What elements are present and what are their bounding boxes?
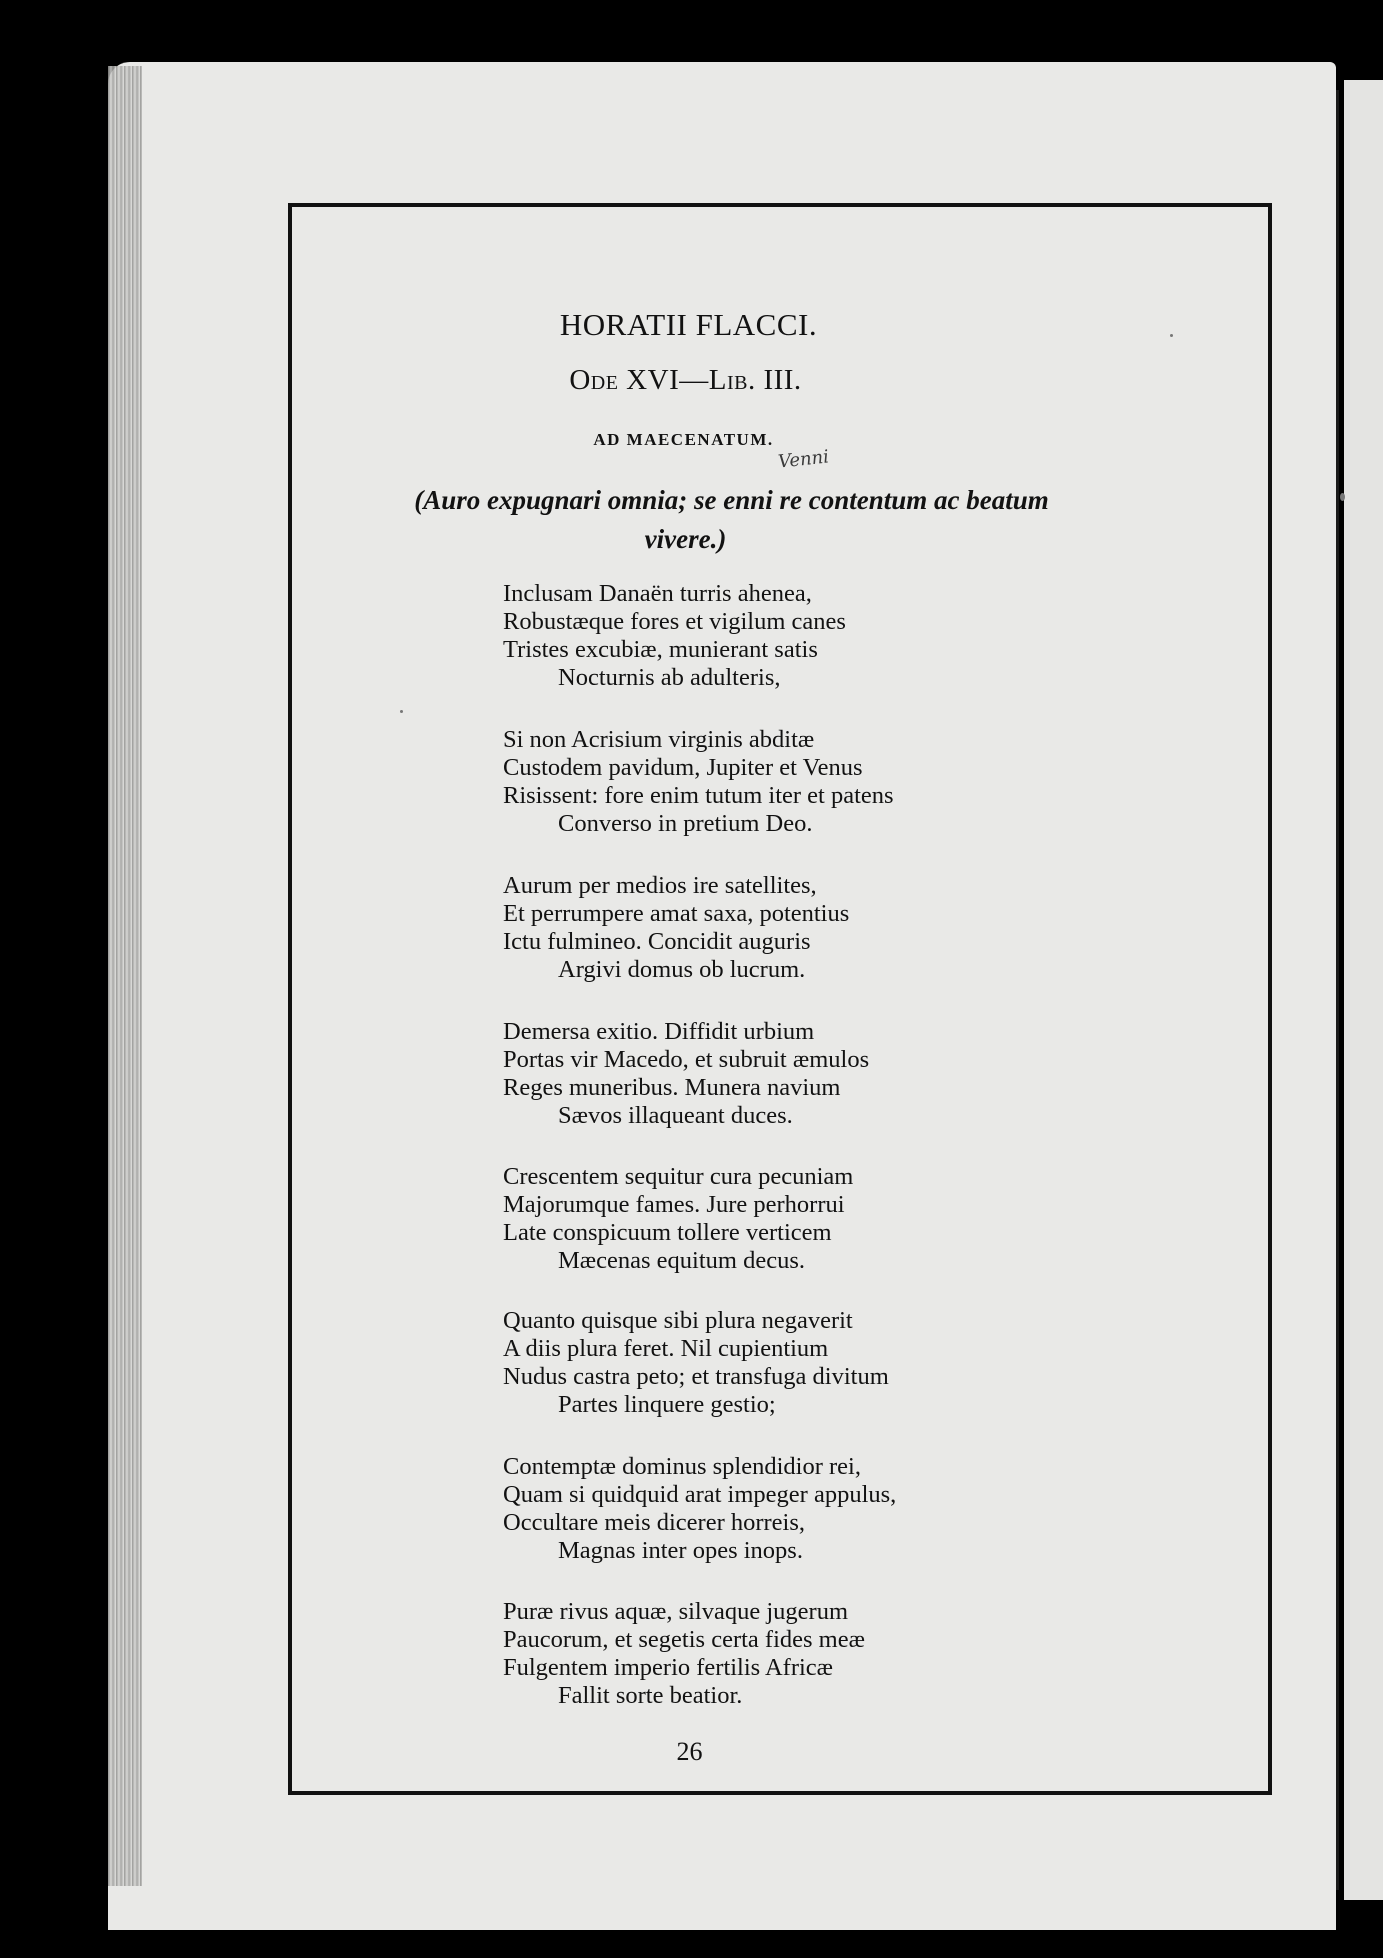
poem-line: Portas vir Macedo, et subruit æmulos	[503, 1046, 870, 1073]
scan-speck	[1170, 334, 1173, 337]
poem-line: Fulgentem imperio fertilis Africæ	[503, 1654, 834, 1681]
handwritten-margin-note: Venni	[777, 446, 830, 473]
poem-line-indented: Partes linquere gestio;	[558, 1391, 776, 1418]
poem-line: Inclusam Danaën turris ahenea,	[503, 580, 812, 607]
poem-line-indented: Fallit sorte beatior.	[558, 1682, 743, 1709]
poem-line-indented: Mæcenas equitum decus.	[558, 1247, 805, 1274]
poem-line: Ictu fulmineo. Concidit auguris	[503, 928, 811, 955]
poem-line: Custodem pavidum, Jupiter et Venus	[503, 754, 863, 781]
poem-line: Reges muneribus. Munera navium	[503, 1074, 841, 1101]
poem-line: Si non Acrisium virginis abditæ	[503, 726, 815, 753]
poem-line: Puræ rivus aquæ, silvaque jugerum	[503, 1598, 849, 1625]
ode-dedication: AD MAECENATUM.	[593, 430, 774, 449]
poem-line: Contemptæ dominus splendidior rei,	[503, 1453, 861, 1480]
poem-line: A diis plura feret. Nil cupientium	[503, 1335, 829, 1362]
poem-line: Crescentem sequitur cura pecuniam	[503, 1163, 854, 1190]
scan-speck	[1340, 493, 1345, 501]
poem-line: Robustæque fores et vigilum canes	[503, 608, 846, 635]
poem-line: Et perrumpere amat saxa, potentius	[503, 900, 850, 927]
poem-line-indented: Magnas inter opes inops.	[558, 1537, 803, 1564]
poem-line: Paucorum, et segetis certa fides meæ	[503, 1626, 865, 1653]
book-title: HORATII FLACCI.	[559, 307, 818, 342]
poem-line: Quam si quidquid arat impeger appulus,	[503, 1481, 897, 1508]
poem-line: Quanto quisque sibi plura negaverit	[503, 1307, 853, 1334]
poem-line: Tristes excubiæ, munierant satis	[503, 636, 818, 663]
poem-line: Demersa exitio. Diffidit urbium	[503, 1018, 815, 1045]
poem-line: Aurum per medios ire satellites,	[503, 872, 817, 899]
poem-line: Late conspicuum tollere verticem	[503, 1219, 832, 1246]
ode-heading: Ode XVI—Lib. III.	[569, 364, 802, 396]
ode-argument-line: vivere.)	[644, 524, 727, 554]
ode-argument-line: (Auro expugnari omnia; se enni re contentum ac beatum	[414, 485, 1049, 515]
poem-line-indented: Nocturnis ab adulteris,	[558, 664, 781, 691]
poem-line-indented: Sævos illaqueant duces.	[558, 1102, 793, 1129]
poem-line: Risissent: fore enim tutum iter et patens	[503, 782, 894, 809]
poem-line: Occultare meis dicerer horreis,	[503, 1509, 806, 1536]
scan-speck	[400, 710, 403, 713]
page-number: 26	[676, 1737, 703, 1766]
poem-line: Majorumque fames. Jure perhorrui	[503, 1191, 845, 1218]
poem-line: Nudus castra peto; et transfuga divitum	[503, 1363, 889, 1390]
poem-line-indented: Argivi domus ob lucrum.	[558, 956, 806, 983]
poem-line-indented: Converso in pretium Deo.	[558, 810, 813, 837]
